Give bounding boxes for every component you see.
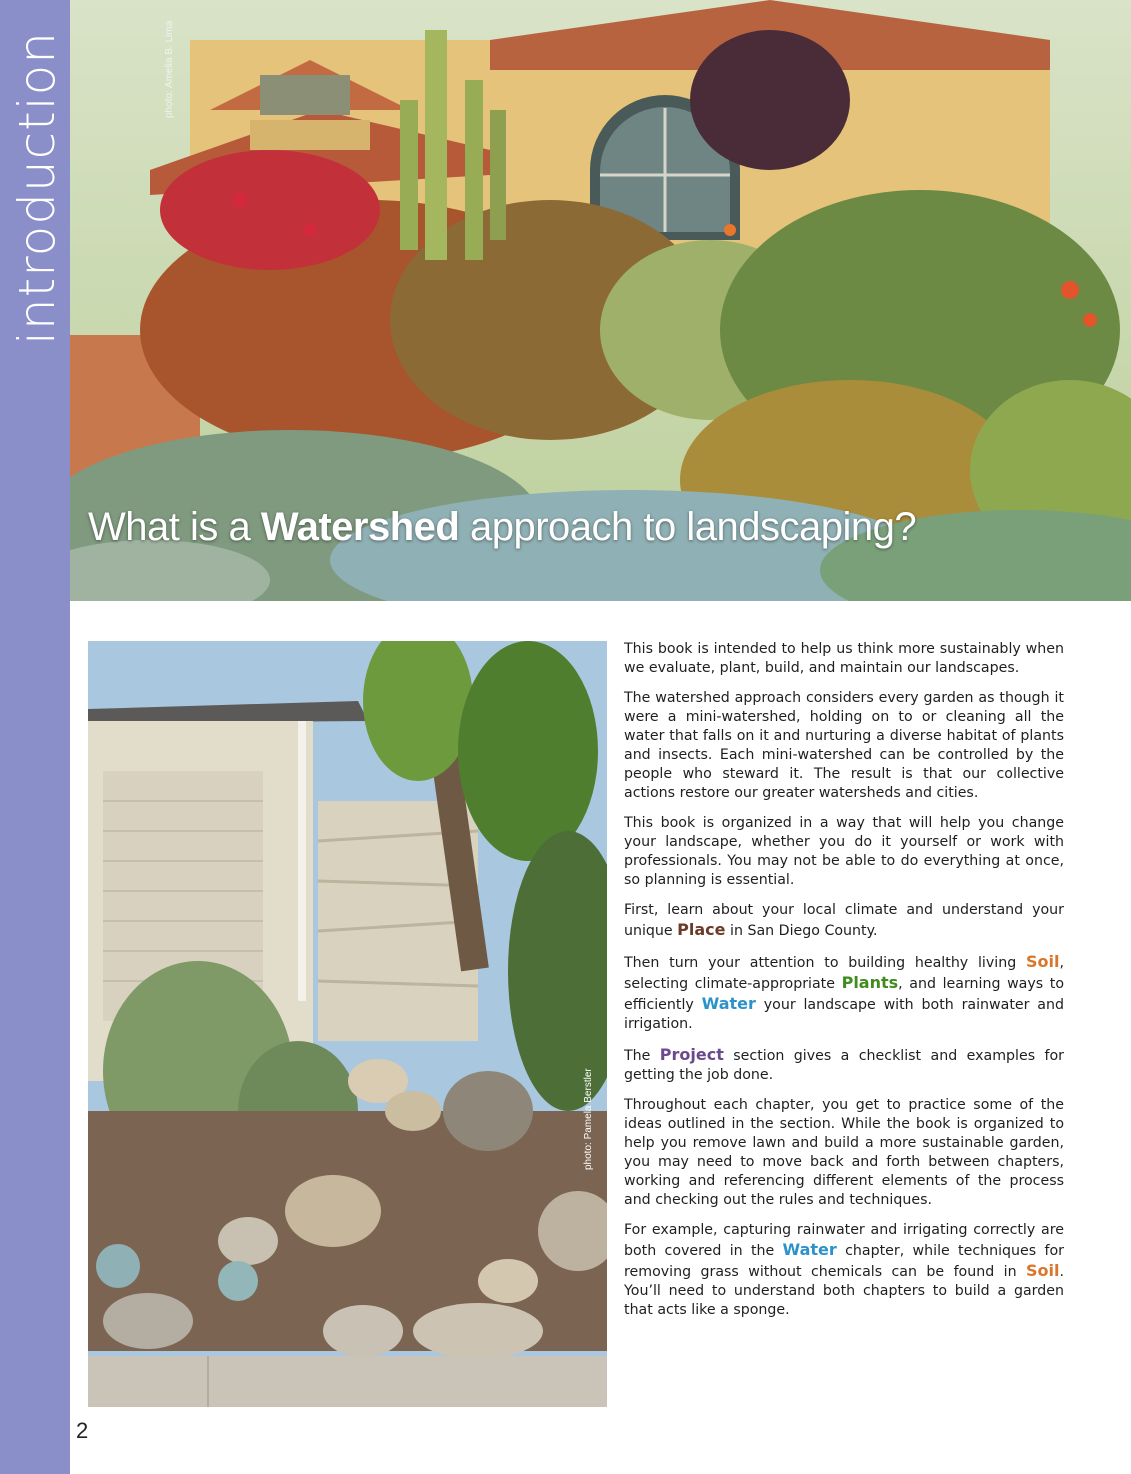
text-span: Then turn your attention to building healthy living <box>624 955 1026 971</box>
text-span: For example, capturing rainwater and irrigating correctly are both covered in the <box>624 1222 1064 1259</box>
section-label: introduction <box>8 31 66 345</box>
paragraph-example <box>624 1221 1064 1320</box>
keyword-project: Project <box>659 1045 724 1064</box>
text-span: First, learn about your local climate and understand your unique <box>624 902 1064 939</box>
text-span: , and learning ways to efficiently <box>624 976 1064 1013</box>
text-span: . You’ll need to understand both chapters to build a garden that acts like a sponge. <box>624 1264 1064 1318</box>
garden-photo <box>88 641 607 1407</box>
text-span: section gives a checklist and examples for getting the job done. <box>624 1048 1064 1083</box>
text-span: , selecting climate-appropriate <box>624 955 1064 992</box>
keyword-soil: Soil <box>1026 1261 1060 1280</box>
paragraph-organization: This book is organized in a way that will help you change your landscape, whether you do it yourself or work with professionals. You may not be able to do everything at once, so planning is essential. <box>624 815 1064 888</box>
paragraph-intro: This book is intended to help us think more sustainably when we evaluate, plant, build, and maintain our landscapes. <box>624 641 1064 676</box>
garden-photo-credit: photo: Pamela Berstler <box>583 1068 594 1170</box>
paragraph-watershed-approach: The watershed approach considers every garden as though it were a mini-watershed, holding on to or cleaning all the water that falls on it and nurturing a diverse habitat of plants and insects. Each mini-watershed can be controlled by the people who steward it. The result is that our collective actions restore our greater watersheds and cities. <box>624 690 1064 801</box>
section-sidebar <box>0 0 70 1474</box>
hero-photo-credit: photo: Amelia B. Lima <box>164 20 175 118</box>
paragraph-project <box>624 1045 1064 1085</box>
keyword-water: Water <box>782 1240 837 1259</box>
keyword-water: Water <box>701 994 756 1013</box>
text-span: in San Diego County. <box>725 923 878 939</box>
text-span: your landscape with both rainwater and irrigation. <box>624 997 1064 1032</box>
hero-title-emphasis: Watershed <box>260 505 460 549</box>
text-span: chapter, while techniques for removing grass without chemicals can be found in <box>624 1243 1064 1280</box>
paragraph-soil-plants-water <box>624 952 1064 1034</box>
hero-title <box>88 505 916 550</box>
text-span: The <box>624 1048 660 1064</box>
keyword-plants: Plants <box>841 973 899 992</box>
body-text <box>624 640 1064 1331</box>
hero-title-before: What is a <box>88 505 261 549</box>
paragraph-chapters: Throughout each chapter, you get to practice some of the ideas outlined in the section. While the book is organized to help you remove lawn and build a more sustainable garden, you may need to move back and forth between chapters, working and referencing different elements of the process and checking out the rules and techniques. <box>624 1097 1064 1208</box>
page-number: 2 <box>76 1418 89 1443</box>
paragraph-place <box>624 901 1064 941</box>
keyword-soil: Soil <box>1026 952 1060 971</box>
garden-path-illustration <box>88 641 607 1407</box>
keyword-place: Place <box>677 920 726 939</box>
hero-title-after: approach to landscaping? <box>459 505 917 549</box>
